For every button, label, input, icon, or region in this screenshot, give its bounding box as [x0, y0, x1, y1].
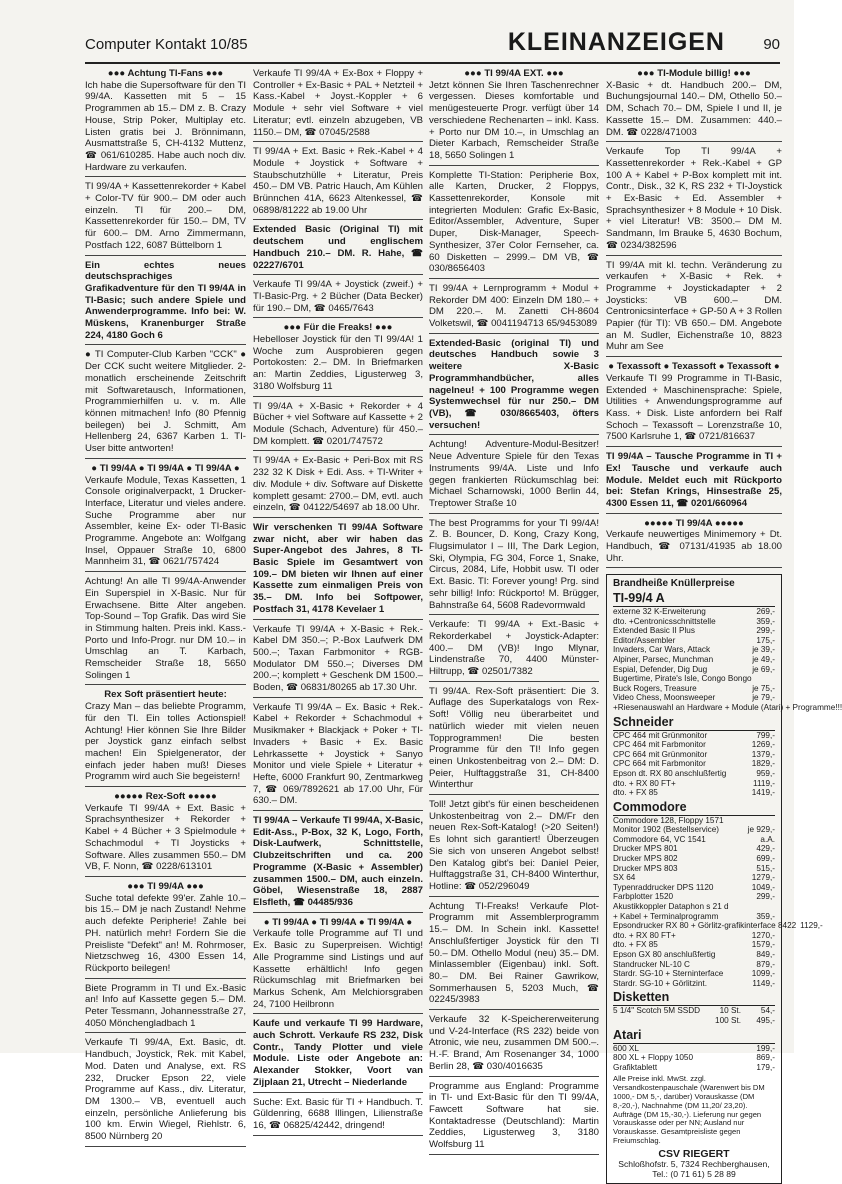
atari-price-list [613, 1044, 775, 1073]
ad-text: Verkaufe TI 99/4A – Ex. Basic + Rek.-Kabel + Rekorder + Schachmodul + Musikmaker + Blackjack + Poker + TI-Invaders + Basic + Ex. Basic Lehrkassette + Joystick + Sanyo Monitor und viele Spiele + Literatur + Hefte, 6000 Frankfurt 90, Zentmarkweg 7, ☎ 069/7892621 ab 17.00 Uhr, Für 630.– DM. [253, 701, 423, 807]
ad-heading: ● Texassoft ● Texassoft ● Texassoft ● [608, 361, 780, 373]
price-row [613, 892, 775, 902]
product-price: je 79,- [752, 693, 775, 703]
classified-ad [253, 66, 423, 142]
classified-ad [429, 797, 599, 897]
ad-text: Ich habe die Supersoftware für den TI 99/4A. Kassetten mit 5 – 15 Programmen ab 15.– DM z. B. Crazy House, Strip Poker, Multiplay etc. Listen gratis bei J. Brönnimann, Ausmattstraße 5, CH-4132 Muttenz, ☎ 061/610285. Habe auch noch div. Hardware zu verkaufen. [85, 79, 246, 173]
classified-ad [429, 168, 599, 279]
classified-ad [85, 461, 246, 572]
price-row [613, 979, 775, 989]
product-name: dto. + FX 85 [613, 940, 658, 950]
price-row [613, 731, 775, 741]
ad-heading: ●●●●● TI 99/4A ●●●●● [644, 517, 744, 529]
product-name: Akustikkoppler Dataphon s 21 d [613, 902, 729, 912]
ad-text: Achtung! An alle TI 99/4A-Anwender Ein Superspiel in X-Basic. Nur für Erwachsene. Bitte Alter angeben. Top-Sound – Top Grafik. Das wird Sie in Stimmung halten. Preis inkl. Kass.-Porto und Info-Progr. nur DM 10.– in Umschlag an T. Karbach, Remscheider Straße 18, 5650 Solingen 1 [85, 576, 246, 681]
ad-heading: ●●● TI-Module billig! ●●● [637, 68, 751, 79]
product-name: CPC 664 mit Grünmonitor [613, 749, 708, 759]
classified-ad [253, 277, 423, 318]
price-row [613, 684, 775, 694]
product-price: 1269,- [751, 740, 775, 750]
product-price: 359,- [756, 616, 775, 626]
classified-ad [606, 516, 782, 569]
ad-text: Suche total defekte 99'er. Zahle 10.– bis 15.– DM je nach Zustand! Nehme auch defekte Peripherie! Zahle bei PH. natürlich mehr! Fordern Sie die Preisliste "Defekt" an! M. Rohrmoser, Nietzschweg 16, 4300 Essen 14, Rückporto beilegen! [85, 892, 246, 974]
section-title: KLEINANZEIGEN [507, 28, 725, 56]
product-name: externe 32 K-Erweiterung [613, 607, 706, 617]
product-quantity: 100 St. [715, 1015, 741, 1025]
ad-text: Verkaufe Top TI 99/4A + Kassettenrekorder + Rek.-Kabel + GP 100 A + Kabel + P-Box komplett mit int. Contr., Disk., 32 K, RS 232 + TI-Joystick + Ex-Basic + Ed. Assembler + Sprachsynthesizer + 8 Module + 10 Disk. + viel Literatur! VB: 3500.– DM M. Sandmann, Im Brauke 5, 4630 Bochum, ☎ 0234/382596 [606, 146, 782, 251]
ad-heading: ●●● TI 99/4A ●●● [127, 881, 204, 892]
classified-ad [429, 437, 599, 513]
brand-heading: Atari [613, 1028, 775, 1044]
price-row [613, 740, 775, 750]
product-price: 1419,- [751, 788, 775, 798]
product-price: 359,- [756, 911, 775, 921]
ad-text: TI 99/4A + Kassettenrekorder + Kabel + Color-TV für 900.– DM oder auch einzeln. TI für 200.– DM, Kassettenrekorder für 150.– DM, TV für 600.– DM. Arno Zimmermann, Postfach 122, 6087 Büttelborn 1 [85, 181, 246, 251]
classified-ad [253, 622, 423, 698]
price-row [613, 607, 775, 617]
classified-ad [253, 1095, 423, 1136]
magazine-issue: Computer Kontakt 10/85 [85, 36, 248, 53]
product-price: 175,- [756, 635, 775, 645]
price-row [613, 1006, 775, 1016]
product-price: 869,- [756, 1053, 775, 1063]
product-name: dto. + RX 80 FT+ [613, 778, 676, 788]
product-name: Editor/Assembler [613, 635, 676, 645]
classified-ad [429, 899, 599, 1010]
product-name: Epson dt. RX 80 anschlußfertig [613, 768, 727, 778]
product-price: 1279,- [751, 873, 775, 883]
product-price: je 929,- [747, 825, 775, 835]
product-price: 799,- [756, 730, 775, 740]
product-price: 849,- [756, 950, 775, 960]
ad-text: TI 99/4A + Ex-Basic + Peri-Box mit RS 232 32 K Disk + Edi. Ass. + TI-Writer + div. Module + div. Software auf Diskette komplett gesamt: 2700.– DM, evtl. auch einzeln, ☎ 04122/54697 ab 18.00 Uhr. [253, 455, 423, 514]
classified-ad [85, 66, 246, 177]
price-row [613, 693, 775, 703]
classified-ad [429, 336, 599, 436]
ad-text: TI 99/4A mit kl. techn. Veränderung zu verkaufen + X-Basic + Rek. + Programme + Joystickadapter + 2 Joysticks: VB 600.– DM. Centronicsinterface + GP-50 A + 3 Rollen Papier (für TI): VB 650.– DM. Angebote an M. Sudler, Eichenstraße 10, 8823 Muhr am See [606, 259, 782, 353]
classified-ad [429, 617, 599, 682]
product-price: 179,- [756, 1062, 775, 1072]
brand-heading: Schneider [613, 715, 775, 731]
ad-heading: ● TI 99/4A ● TI 99/4A ● TI 99/4A ● [91, 462, 240, 474]
ad-heading: ● TI 99/4A ● TI 99/4A ● TI 99/4A ● [263, 916, 413, 928]
price-row [613, 636, 775, 646]
product-name: Buck Rogers, Treasure [613, 683, 697, 693]
classified-ad [253, 520, 423, 620]
product-name: Extended Basic II Plus [613, 626, 695, 636]
ad-text: X-Basic + dt. Handbuch 200.– DM, Buchungsjournal 140.– DM, Othello 50.– DM, Schach 70.– DM, Spiele I und II, je Kassette 15.– DM. Zusammen: 440.– DM. ☎ 0228/471003 [606, 79, 782, 138]
classified-ad [429, 1012, 599, 1077]
product-name: Epsondrucker RX 80 + Görlitz-grafikinterface 8422 [613, 921, 797, 931]
classified-ad [606, 144, 782, 255]
product-name: CPC 464 mit Grünmonitor [613, 730, 708, 740]
price-row [613, 655, 775, 665]
ad-text: Verkaufe TI 99 Programme in TI-Basic, Extended + Maschinensprache: Spiele, Utilities + Anwendungsprogramme auf Kass. + Disk. Liste anfordern bei Ralf Schoch – Texassoft – Lorenzstraße 10, 7500 Karlsruhe 1, ☎ 0721/816637 [606, 372, 782, 443]
price-row [613, 883, 775, 893]
product-price: 269,- [756, 607, 775, 617]
product-price: 1099,- [751, 969, 775, 979]
product-name: Alpiner, Parsec, Munchman [613, 654, 714, 664]
product-price: 879,- [756, 959, 775, 969]
product-price: 199,- [756, 1043, 775, 1053]
ad-text: Hebelloser Joystick für den TI 99/4A! 1 Woche zum Ausprobieren gegen Portokosten: 2.– DM. In Briefmarken an: Martin Zeddies, Ligusterweg 3, 3180 Wolfsburg 11 [253, 334, 423, 392]
ad-text: Suche: Ext. Basic für TI + Handbuch. T. Güldenring, 6688 Illingen, Lilienstraße 16, ☎ 06825/42442, dringend! [253, 1096, 423, 1131]
price-row [613, 665, 775, 675]
advert-title: Brandheiße Knüllerpreise [613, 578, 735, 590]
product-price: 1829,- [751, 759, 775, 769]
ad-text: Ein echtes neues deutschsprachiges Grafikadventure für den TI 99/4A in TI-Basic; such andere Spiele und Anwenderprogramme. Info bei: W. Müskens, Kranenburger Straße 224, 4180 Goch 6 [85, 259, 246, 341]
ad-text: Verkaufe: TI 99/4A + Ext.-Basic + Rekorderkabel + Joystick-Adapter: 400.– DM (VB)! Ingo Mlynar, Lindenstraße 70, 4400 Münster-Hiltrupp, ☎ 02501/7382 [429, 619, 599, 678]
product-name: Epson GX 80 anschlußfertig [613, 950, 716, 960]
ad-text: Komplette TI-Station: Peripherie Box, alle Karten, Drucker, 2 Floppys, Kassettenrekorder, Konsole mit integrierten Modulen: Grafic Ex-Basic, Editor/Assembler, Adventure, Super Duper, Disk-Manager, Speech-Synthesizer, 37er Color Fernseher, ca. 60 Disketten – 2999.– DM VB, ☎ 030/8656403 [429, 169, 599, 275]
classified-ad [85, 981, 246, 1034]
product-price: je 75,- [752, 683, 775, 693]
price-row [613, 873, 775, 883]
price-row [613, 940, 775, 950]
price-row [613, 816, 775, 826]
ad-text: Jetzt können Sie Ihren Taschenrechner vergessen. Dieses komfortable und menügesteuerte Progr. verfügt über 14 verschiedene Rechenarten – inkl. Kass. + Porto nur DM 10.–, in Umschlag an Dieter Karbach, Remscheider Straße 18, 5650 Solingen 1 [429, 79, 599, 161]
price-row [613, 769, 775, 779]
column-4 [606, 66, 842, 1180]
shop-name: CSV RIEGERT [658, 1147, 730, 1160]
ad-text: Verkaufe TI 99/4A, Ext. Basic, dt. Handbuch, Joystick, Rek. mit Kabel, Mod. Daten und Analyse, ext. RS 232, Drucker Epson 22, viele Programme auf Kass., div. Literatur, DM 1300.– VB, eventuell auch einzeln, persönliche Anlieferung bis 100 km. Erwin Wiegel, Riehlstr. 6, 8500 Nürnberg 20 [85, 1037, 246, 1143]
ad-text: Biete Programm in TI und Ex.-Basic an! Info auf Kassette gegen 5.– DM. Peter Tessmann, Johannesstraße 27, 4050 Mönchengladbach 1 [85, 982, 246, 1029]
classified-ad [606, 66, 782, 142]
product-price: 699,- [756, 854, 775, 864]
price-row [613, 1053, 775, 1063]
advert-fineprint: Alle Preise inkl. MwSt. zzgl. Versandkostenpauschale (Warenwert bis DM 1000,- DM 5,-, darüber) Vorauskasse (DM 8,-20,-), Nachnahme (DM 11,20/ 23,20). Aufträge (DM 15,-30,-). Lieferung nur gegen Vorauskasse oder per NN; Ausland nur Vorauskasse. Gesamtpreisliste gegen Freiumschlag. [613, 1074, 765, 1145]
price-row [613, 1016, 775, 1026]
price-row [613, 825, 775, 835]
ad-text: Crazy Man – das beliebte Programm, für den TI. Ein tolles Actionspiel! Achtung! Hier können Sie Ihre Bilder per Joystick ganz einfach selbst machen! Ein Spielgenerator, der einfach jeder haben muß! Dieses Programm wird auch Sie begeistern! [85, 701, 246, 783]
product-name: Stardr. SG-10 + Görlitzint. [613, 978, 707, 988]
ad-text: Verkaufe TI 99/4A + X-Basic + Rek.-Kabel DM 350.–; P.-Box Laufwerk DM 500.–; Taxan Farbmonitor + RGB-Modulator DM 550.–; Diverses DM 200.–; komplett + Geschenk DM 1500.– Boden, ☎ 06831/80265 ab 17.30 Uhr. [253, 623, 423, 694]
price-row [613, 617, 775, 627]
price-row [613, 779, 775, 789]
brand-heading: Commodore [613, 800, 775, 816]
ad-text: TI 99/4A + X-Basic + Rekorder + 4 Bücher + viel Software auf Kassette + 2 Module (Schach, Adventure) für 450.– DM komplett. ☎ 0201/747572 [253, 400, 423, 447]
product-name: CPC 664 mit Farbmonitor [613, 759, 706, 769]
price-row [613, 854, 775, 864]
product-name: +Riesenauswahl an Hardware + Module (Atari) + Programme!!! [613, 702, 842, 712]
classified-ad [429, 516, 599, 616]
product-name: dto. + FX 85 [613, 788, 658, 798]
product-price: je 39,- [752, 645, 775, 655]
product-price: je 69,- [752, 664, 775, 674]
ad-text: Programme aus England: Programme in TI- und Ext-Basic für den TI 99/4A, Fawcett Software hat sie. Kontaktadresse (Deutschland): Martin Zeddies, Ligusterweg 3, 3180 Wolfsburg 11 [429, 1080, 599, 1151]
classified-ad [85, 347, 246, 458]
price-row [613, 645, 775, 655]
ad-text: TI 99/4A – Tausche Programme in TI + Ex! Tausche und verkaufe auch Module. Meldet euch mit Rückporto bei: Stefan Krings, Hinsestraße 25, 4300 Essen 11, ☎ 0201/660964 [606, 451, 782, 509]
ad-text: Verkaufe Module, Texas Kassetten, 1 Console originalverpackt, 1 Drucker-Interface, Literatur und vieles andere. Suche Programme aber nur Assembler, keine Ex- oder TI-Basic Programme. Angebote an: Wolfgang Insel, Oppauer Straße 10, 6800 Mannheim 31, ☎ 0621/757424 [85, 474, 246, 568]
ad-text: TI 99/4A. Rex-Soft präsentiert: Die 3. Auflage des Superkatalogs von Rex-Soft! Völlig neu überarbeitet und natürlich wieder mit vielen neuen Topprogrammen! Die besten Programme für den TI! Info gegen einen Unkostenbeitrag von 2.– DM: D. Peier, Hulftaggstraße 31, CH-8400 Winterthur [429, 685, 599, 791]
ad-heading: Rex Soft präsentiert heute: [104, 689, 227, 701]
product-name: 800 XL + Floppy 1050 [613, 1053, 694, 1063]
column-3 [429, 66, 599, 1151]
price-row [613, 969, 775, 979]
product-name: 5 1/4" Scotch 5M SSDD [613, 1006, 701, 1016]
classified-ad [606, 449, 782, 514]
classified-ad [253, 320, 423, 396]
classified-ad [429, 281, 599, 334]
product-price: 1149,- [752, 978, 775, 988]
dealer-advert [606, 574, 842, 1184]
product-name: SX 64 [613, 873, 636, 883]
ad-text: Extended Basic (Original TI) mit deutschem und englischem Handbuch 210.– DM. R. Hahe, ☎ 02227/6701 [253, 224, 423, 271]
product-price: 1119,- [753, 778, 775, 788]
ad-text: TI 99/4A + Ext. Basic + Rek.-Kabel + 4 Module + Joystick + Software + Staubschutzhülle + Literatur, Preis 450.– DM VB. Patric Hauch, Am Kühlen Brünnchen 41A, 6623 Altenkessel, ☎ 06898/81222 ab 19.00 Uhr [253, 146, 423, 216]
product-name: Standrucker NL-10 C [613, 959, 690, 969]
ad-heading: ●●●●● Rex-Soft ●●●●● [114, 791, 217, 803]
ad-heading: ●●● TI 99/4A EXT. ●●● [464, 68, 564, 79]
product-price: 299,- [756, 892, 775, 902]
classified-ad [85, 258, 246, 346]
product-price: je 49,- [752, 654, 775, 664]
brand-heading: TI-99/4 A [613, 591, 775, 607]
classified-ad [253, 700, 423, 811]
ad-text: The best Programms for your TI 99/4A! Z. B. Bouncer, D. Kong, Crazy Kong, Flugsimulator I – III, The Dark Legion, Ski, Olympia, FG 304, Force 1, Snake, Circus, 2084, Life, Hobbit usw. TI oder Ext. Basic. TI: Forever young! Prg. sind sehr billig! Info: Rückporto! M. Brügger, Bahnstraße 64, 5608 Radevormwald [429, 517, 599, 611]
ad-text: Verkaufe tolle Programme auf TI und Ex. Basic zu Superpreisen. Wichtig! Alle Programme sind Listings und auf Kassette erhältlich! Info gegen Rückumschlag mit Briefmarken bei Markus Schenk, Am Melchiorsgraben 24, 7100 Heilbronn [253, 928, 423, 1010]
product-price: 1049,- [751, 882, 775, 892]
product-price: 429,- [756, 844, 775, 854]
ad-text: Achtung! Adventure-Modul-Besitzer! Neue Adventure Spiele für den Texas Instruments 99/4A. Liste und Info gegen frankierten Rückumschlag bei: Michael Scharnowski, 1000 Berlin 44, Treptower Straße 10 [429, 439, 599, 509]
price-row [613, 674, 775, 684]
product-name: Commodore 128, Floppy 1571 [613, 815, 724, 825]
ad-text: Verkaufe TI 99/4A + Ex-Box + Floppy + Controller + Ex-Basic + PAL + Netzteil + Kass.-Kabel + Joyst.-Koppler + 6 Module + sehr viel Software + viel Literatur; evtl. einzeln abzugeben, VB 1150.– DM, ☎ 07045/2588 [253, 68, 423, 138]
product-quantity: 10 St. [719, 1006, 741, 1016]
ad-text: Verkaufe neuwertiges Minimemory + Dt. Handbuch, ☎ 07131/41935 ab 18.00 Uhr. [606, 529, 782, 564]
ad-text: Verkaufe 32 K-Speichererweiterung und V-24-Interface (RS 232) beide von Atronic, wie neu, zusammen DM 500.–. H.-F. Brand, Am Rosenanger 34, 1000 Berlin 28, ☎ 030/4016635 [429, 1014, 599, 1072]
classified-ad [253, 1016, 423, 1092]
product-name: Farbplotter 1520 [613, 892, 674, 902]
product-name: Bugertime, Pirate's Isle, Congo Bongo [613, 674, 752, 684]
classified-ad [253, 144, 423, 220]
price-row [613, 844, 775, 854]
product-name: Monitor 1902 (Bestellservice) [613, 825, 720, 835]
classified-ad [85, 789, 246, 877]
ad-text: Extended-Basic (original TI) und deutsches Handbuch sowie 3 weitere X-Basic Programmhandbücher, alles nagelneu! + 100 Programme wegen Systemwechsel für nur 250.– DM (VB), ☎ 030/8665403, öfters versuchen! [429, 337, 599, 431]
product-name: Commodore 64, VC 1541 [613, 834, 706, 844]
product-price: 1270,- [751, 930, 775, 940]
price-row [613, 750, 775, 760]
ad-text: Achtung TI-Freaks! Verkaufe Plot-Programm mit Assemblerprogramm 15.– DM. In Schein inkl. Kassette! Anschlußfertiger Joystick für den TI 50.– DM. Othello Modul (neu) 35.– DM. Minlassembler (Eigenbau) inkl. Soft. 80.– DM. Bei Rainer Gawrikow, Sommerhausen 5, 5203 Much, ☎ 02245/3983 [429, 900, 599, 1006]
product-name: Stardr. SG-10 + Sterninterface [613, 969, 724, 979]
page-number: 90 [763, 36, 780, 53]
classified-ad [253, 915, 423, 1015]
product-name: + Kabel + Terminalprogramm [613, 911, 719, 921]
product-name: Video Chess, Moonsweeper [613, 693, 716, 703]
product-name: Drucker MPS 803 [613, 863, 678, 873]
product-name: Typenraddrucker DPS 1120 [613, 882, 714, 892]
disk-price-list [613, 1006, 775, 1025]
price-row [613, 1063, 775, 1073]
ad-heading: ●●● Achtung TI-Fans ●●● [107, 68, 224, 79]
ad-text: ● TI Computer-Club Karben "CCK" ● Der CCK sucht weitere Mitglieder. 2-monatlich erscheinende Zeitschrift mit Softwaretausch, Informationen, Programmierhilfen u. v. m. Alle können mitmachen! Info (80 Pfennig beilegen) bei J. Schmitt, Am Hellenberg 24, 6367 Karben 1. TI-User bitte antworten! [85, 349, 246, 455]
price-row [613, 788, 775, 798]
price-row [613, 702, 842, 713]
price-row [613, 1044, 775, 1054]
classified-ad [253, 222, 423, 275]
product-name: dto. +Centronicsschnittstelle [613, 616, 716, 626]
classified-ad [253, 813, 423, 913]
classified-ad [85, 687, 246, 787]
product-price: a.A. [760, 834, 775, 844]
classified-ad [85, 879, 246, 979]
product-price: 1379,- [751, 749, 775, 759]
classified-ad [429, 1079, 599, 1155]
advert-price-groups [613, 591, 842, 988]
ad-text: Toll! Jetzt gibt's für einen bescheidenen Unkostenbeitrag von 2.– DM/Fr den neuen Rex-Soft-Katalog! (>20 Seiten!) Es lohnt sich garantiert! Überzeugen Sie sich von unseren Angebot selbst! Den Katalog gibt's bei: Daniel Peier, Hulftaggstraße 31, CH-8400 Winterthur, Hotline: ☎ 052/296049 [429, 799, 599, 892]
price-row [613, 931, 775, 941]
classified-ad [85, 179, 246, 255]
classified-ad [606, 359, 782, 447]
ad-text: Verkaufe TI 99/4A + Ext. Basic + Sprachsynthesizer + Rekorder + Kabel + 4 Bücher + 3 Spielmodule + Schachmodul + TI Joysticks + Software. Alles zusammen 550.– DM VB, F. Nonn, ☎ 0228/613101 [85, 802, 246, 873]
product-name: CPC 464 mit Farbmonitor [613, 740, 706, 750]
ad-heading: ●●● Für die Freaks! ●●● [283, 322, 393, 334]
classified-ad [85, 1035, 246, 1146]
price-row [613, 835, 775, 845]
product-name: Drucker MPS 801 [613, 844, 678, 854]
brand-heading: Disketten [613, 990, 775, 1006]
classified-ad [606, 258, 782, 358]
product-price: 1129,- [800, 921, 823, 931]
classified-ad [429, 66, 599, 166]
product-name: Drucker MPS 802 [613, 854, 678, 864]
product-name: Espial, Defender, Dig Dug [613, 664, 708, 674]
ad-text: TI 99/4A – Verkaufe TI 99/4A, X-Basic, Edit-Ass., P-Box, 32 K, Logo, Forth, Disk-Laufwerk, Schnittstelle, Clubzeitschriften und ca. 200 Programme (X-Basic + Assembler) zusammen 1500.– DM, auch einzeln. Göbel, Wiesenstraße 18, 2887 Elsfleth, ☎ 04485/936 [253, 815, 423, 908]
product-price: 495,- [756, 1015, 775, 1025]
shop-address: Schloßhofstr. 5, 7324 Rechberghausen, Tel.: (0 71 61) 5 28 89 [618, 1159, 770, 1180]
classified-ad [429, 684, 599, 795]
price-row [613, 912, 775, 922]
ad-text: TI 99/4A + Lernprogramm + Modul + Rekorder DM 400: Einzeln DM 180.– + DM 220.–. M. Zanetti CH-8604 Volketswil, ☎ 0041194713 65/9453089 [429, 282, 599, 330]
page-header [85, 28, 780, 64]
product-name [613, 1016, 707, 1026]
column-2 [253, 66, 423, 1131]
product-price: 1579,- [751, 940, 775, 950]
price-row [613, 921, 823, 931]
classified-ad [253, 453, 423, 518]
ad-text: Verkaufe TI 99/4A + Joystick (zweif.) + TI-Basic-Prg. + 2 Bücher (Data Becker) für 190.– DM, ☎ 0465/7643 [253, 279, 423, 314]
product-name: Grafiktablett [613, 1062, 658, 1072]
ad-text: Wir verschenken TI 99/4A Software zwar nicht, aber wir haben das Super-Angebot des Jahres, 8 TI-Basic Spiele im Gesamtwert von 109.– DM bieten wir Ihnen auf einer Kassette zum einmaligen Preis von 35.– DM. Info bei Softpower, Postfach 31, 4178 Kevelaer 1 [253, 521, 423, 615]
product-price: 515,- [756, 863, 775, 873]
product-price: 54,- [760, 1006, 775, 1016]
price-row [613, 626, 775, 636]
price-row [613, 759, 775, 769]
classified-ad [253, 399, 423, 452]
product-name: 600 XL [613, 1043, 639, 1053]
product-name: dto. + RX 80 FT+ [613, 930, 676, 940]
price-row [613, 902, 775, 912]
price-row [613, 864, 775, 874]
price-row [613, 960, 775, 970]
price-row [613, 950, 775, 960]
ad-text: Kaufe und verkaufe TI 99 Hardware, auch Schrott. Verkaufe RS 232, Disk Contr., Tandy Plotter und viele Module. Liste oder Angebote an: Alexander Stokker, Voort van Zijplaan 21, Utrecht – Niederlande [253, 1018, 423, 1088]
column-1 [85, 66, 246, 1143]
product-price: 959,- [756, 768, 775, 778]
product-name: Invaders, Car Wars, Attack [613, 645, 711, 655]
column-4-ads [606, 66, 782, 568]
product-price: 299,- [756, 626, 775, 636]
classified-ad [85, 574, 246, 685]
